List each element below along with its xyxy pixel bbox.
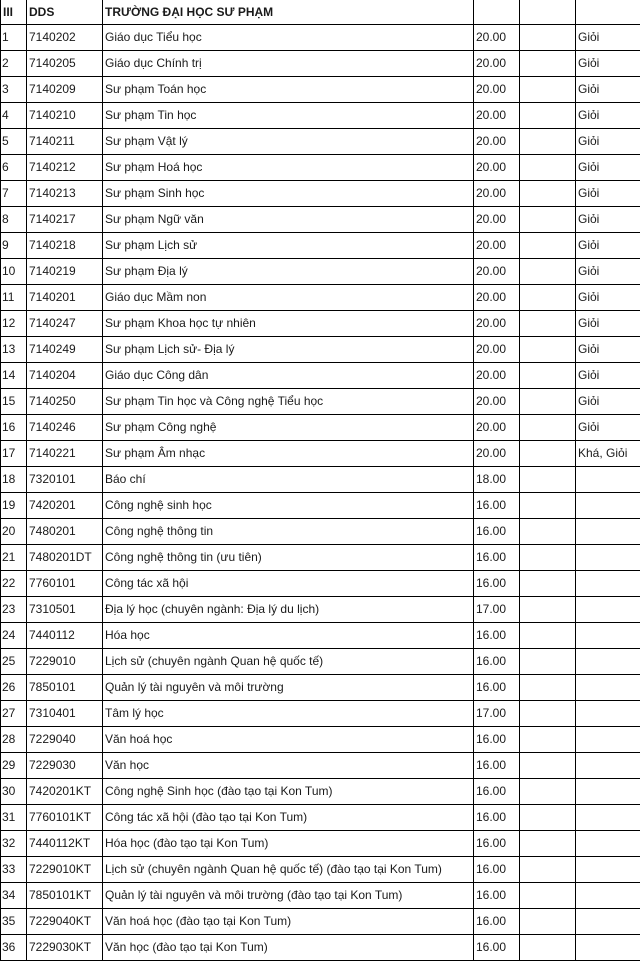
major-name: Công tác xã hội: [103, 571, 474, 597]
row-index: 33: [1, 857, 27, 883]
table-row: [1, 51, 640, 77]
blank-cell: [520, 493, 576, 519]
major-code: 7850101KT: [27, 883, 103, 909]
cutoff-score: 20.00: [474, 77, 520, 103]
header-university: TRƯỜNG ĐẠI HỌC SƯ PHẠM: [103, 0, 474, 25]
major-name: Giáo dục Chính trị: [103, 51, 474, 77]
academic-requirement: [576, 545, 640, 571]
major-name: Báo chí: [103, 467, 474, 493]
major-name: Sư phạm Vật lý: [103, 129, 474, 155]
blank-cell: [520, 831, 576, 857]
table-row: [1, 25, 640, 51]
blank-cell: [520, 467, 576, 493]
row-index: 13: [1, 337, 27, 363]
major-code: 7140247: [27, 311, 103, 337]
cutoff-score: 20.00: [474, 363, 520, 389]
major-name: Văn học: [103, 753, 474, 779]
blank-cell: [520, 805, 576, 831]
cutoff-score: 20.00: [474, 155, 520, 181]
cutoff-score: 16.00: [474, 649, 520, 675]
major-code: 7229030: [27, 753, 103, 779]
academic-requirement: [576, 727, 640, 753]
major-name: Công nghệ Sinh học (đào tạo tại Kon Tum): [103, 779, 474, 805]
table-row: [1, 259, 640, 285]
academic-requirement: Giỏi: [576, 129, 640, 155]
row-index: 25: [1, 649, 27, 675]
major-code: 7229040: [27, 727, 103, 753]
academic-requirement: Giỏi: [576, 337, 640, 363]
blank-cell: [520, 597, 576, 623]
table-row: [1, 805, 640, 831]
cutoff-score: 16.00: [474, 571, 520, 597]
row-index: 18: [1, 467, 27, 493]
cutoff-score: 20.00: [474, 415, 520, 441]
table-row: [1, 519, 640, 545]
major-code: 7760101: [27, 571, 103, 597]
blank-cell: [520, 857, 576, 883]
table-row: [1, 779, 640, 805]
row-index: 16: [1, 415, 27, 441]
major-name: Sư phạm Ngữ văn: [103, 207, 474, 233]
academic-requirement: Giỏi: [576, 363, 640, 389]
major-code: 7140202: [27, 25, 103, 51]
blank-cell: [520, 181, 576, 207]
blank-cell: [520, 753, 576, 779]
row-index: 26: [1, 675, 27, 701]
academic-requirement: [576, 623, 640, 649]
header-note: [576, 0, 640, 25]
academic-requirement: [576, 935, 640, 961]
major-name: Lịch sử (chuyên ngành Quan hệ quốc tế): [103, 649, 474, 675]
blank-cell: [520, 623, 576, 649]
major-code: 7140217: [27, 207, 103, 233]
table-row: [1, 415, 640, 441]
major-code: 7140221: [27, 441, 103, 467]
major-name: Công tác xã hội (đào tạo tại Kon Tum): [103, 805, 474, 831]
major-name: Sư phạm Hoá học: [103, 155, 474, 181]
cutoff-score: 20.00: [474, 285, 520, 311]
academic-requirement: Giỏi: [576, 51, 640, 77]
row-index: 32: [1, 831, 27, 857]
academic-requirement: Giỏi: [576, 181, 640, 207]
academic-requirement: [576, 493, 640, 519]
blank-cell: [520, 25, 576, 51]
major-code: 7310401: [27, 701, 103, 727]
blank-cell: [520, 103, 576, 129]
major-code: 7140218: [27, 233, 103, 259]
major-name: Sư phạm Toán học: [103, 77, 474, 103]
blank-cell: [520, 571, 576, 597]
major-name: Quản lý tài nguyên và môi trường (đào tạo tại Kon Tum): [103, 883, 474, 909]
table-row: [1, 675, 640, 701]
major-name: Giáo dục Tiểu học: [103, 25, 474, 51]
academic-requirement: Khá, Giỏi: [576, 441, 640, 467]
cutoff-score: 16.00: [474, 935, 520, 961]
table-row: [1, 753, 640, 779]
major-code: 7480201DT: [27, 545, 103, 571]
blank-cell: [520, 77, 576, 103]
major-name: Sư phạm Lịch sử- Địa lý: [103, 337, 474, 363]
table-row: [1, 77, 640, 103]
table-row: [1, 623, 640, 649]
row-index: 17: [1, 441, 27, 467]
major-name: Lịch sử (chuyên ngành Quan hệ quốc tế) (đào tạo tại Kon Tum): [103, 857, 474, 883]
major-name: Sư phạm Sinh học: [103, 181, 474, 207]
major-name: Công nghệ thông tin (ưu tiên): [103, 545, 474, 571]
blank-cell: [520, 259, 576, 285]
header-blank: [520, 0, 576, 25]
row-index: 4: [1, 103, 27, 129]
major-code: 7760101KT: [27, 805, 103, 831]
major-code: 7140219: [27, 259, 103, 285]
table-row: [1, 935, 640, 961]
cutoff-score: 16.00: [474, 493, 520, 519]
academic-requirement: [576, 701, 640, 727]
cutoff-score: 18.00: [474, 467, 520, 493]
blank-cell: [520, 311, 576, 337]
major-name: Sư phạm Tin học: [103, 103, 474, 129]
blank-cell: [520, 155, 576, 181]
cutoff-score: 16.00: [474, 753, 520, 779]
major-name: Hóa học: [103, 623, 474, 649]
blank-cell: [520, 285, 576, 311]
blank-cell: [520, 207, 576, 233]
table-row: [1, 831, 640, 857]
academic-requirement: [576, 831, 640, 857]
major-code: 7440112: [27, 623, 103, 649]
major-code: 7850101: [27, 675, 103, 701]
academic-requirement: [576, 675, 640, 701]
row-index: 7: [1, 181, 27, 207]
cutoff-score: 20.00: [474, 207, 520, 233]
row-index: 20: [1, 519, 27, 545]
row-index: 24: [1, 623, 27, 649]
cutoff-score: 16.00: [474, 623, 520, 649]
cutoff-score: 20.00: [474, 25, 520, 51]
major-code: 7440112KT: [27, 831, 103, 857]
row-index: 9: [1, 233, 27, 259]
major-code: 7140205: [27, 51, 103, 77]
cutoff-score: 16.00: [474, 779, 520, 805]
academic-requirement: [576, 883, 640, 909]
major-name: Văn hoá học: [103, 727, 474, 753]
major-code: 7140204: [27, 363, 103, 389]
cutoff-score: 16.00: [474, 545, 520, 571]
table-row: [1, 857, 640, 883]
table-row: [1, 389, 640, 415]
academic-requirement: Giỏi: [576, 155, 640, 181]
major-name: Giáo dục Công dân: [103, 363, 474, 389]
row-index: 30: [1, 779, 27, 805]
row-index: 31: [1, 805, 27, 831]
major-code: 7140211: [27, 129, 103, 155]
table-row: [1, 103, 640, 129]
row-index: 3: [1, 77, 27, 103]
major-code: 7140250: [27, 389, 103, 415]
academic-requirement: Giỏi: [576, 389, 640, 415]
major-name: Văn học (đào tạo tại Kon Tum): [103, 935, 474, 961]
row-index: 10: [1, 259, 27, 285]
table-row: [1, 597, 640, 623]
row-index: 23: [1, 597, 27, 623]
table-row: [1, 909, 640, 935]
major-code: 7140201: [27, 285, 103, 311]
cutoff-score: 20.00: [474, 311, 520, 337]
academic-requirement: Giỏi: [576, 285, 640, 311]
row-index: 28: [1, 727, 27, 753]
academic-requirement: Giỏi: [576, 233, 640, 259]
major-name: Sư phạm Địa lý: [103, 259, 474, 285]
academic-requirement: [576, 805, 640, 831]
cutoff-score: 20.00: [474, 129, 520, 155]
academic-requirement: [576, 467, 640, 493]
major-code: 7320101: [27, 467, 103, 493]
academic-requirement: Giỏi: [576, 77, 640, 103]
row-index: 11: [1, 285, 27, 311]
blank-cell: [520, 441, 576, 467]
major-code: 7229040KT: [27, 909, 103, 935]
academic-requirement: [576, 519, 640, 545]
major-name: Công nghệ thông tin: [103, 519, 474, 545]
blank-cell: [520, 51, 576, 77]
cutoff-score: 16.00: [474, 883, 520, 909]
major-name: Quản lý tài nguyên và môi trường: [103, 675, 474, 701]
row-index: 19: [1, 493, 27, 519]
cutoff-score: 17.00: [474, 597, 520, 623]
blank-cell: [520, 519, 576, 545]
cutoff-score: 20.00: [474, 389, 520, 415]
row-index: 1: [1, 25, 27, 51]
table-body: [1, 25, 640, 961]
major-code: 7229010KT: [27, 857, 103, 883]
table-row: [1, 129, 640, 155]
major-name: Giáo dục Mầm non: [103, 285, 474, 311]
major-name: Văn hoá học (đào tạo tại Kon Tum): [103, 909, 474, 935]
academic-requirement: [576, 779, 640, 805]
blank-cell: [520, 701, 576, 727]
table-row: [1, 649, 640, 675]
blank-cell: [520, 649, 576, 675]
row-index: 14: [1, 363, 27, 389]
table-row: [1, 233, 640, 259]
academic-requirement: Giỏi: [576, 415, 640, 441]
blank-cell: [520, 545, 576, 571]
blank-cell: [520, 935, 576, 961]
cutoff-score: 16.00: [474, 519, 520, 545]
table-row: [1, 467, 640, 493]
major-code: 7140210: [27, 103, 103, 129]
cutoff-score: 16.00: [474, 831, 520, 857]
cutoff-score: 20.00: [474, 233, 520, 259]
major-name: Sư phạm Tin học và Công nghệ Tiểu học: [103, 389, 474, 415]
major-code: 7480201: [27, 519, 103, 545]
major-name: Tâm lý học: [103, 701, 474, 727]
major-name: Sư phạm Công nghệ: [103, 415, 474, 441]
row-index: 15: [1, 389, 27, 415]
major-name: Sư phạm Âm nhạc: [103, 441, 474, 467]
table-row: [1, 701, 640, 727]
major-code: 7310501: [27, 597, 103, 623]
blank-cell: [520, 415, 576, 441]
cutoff-score: 17.00: [474, 701, 520, 727]
major-code: 7140249: [27, 337, 103, 363]
academic-requirement: [576, 753, 640, 779]
table-row: [1, 571, 640, 597]
major-code: 7140209: [27, 77, 103, 103]
major-code: 7420201: [27, 493, 103, 519]
academic-requirement: Giỏi: [576, 25, 640, 51]
row-index: 12: [1, 311, 27, 337]
blank-cell: [520, 389, 576, 415]
table-row: [1, 493, 640, 519]
row-index: 21: [1, 545, 27, 571]
blank-cell: [520, 883, 576, 909]
row-index: 2: [1, 51, 27, 77]
header-score: [474, 0, 520, 25]
row-index: 35: [1, 909, 27, 935]
table-row: [1, 727, 640, 753]
academic-requirement: [576, 597, 640, 623]
major-code: 7140212: [27, 155, 103, 181]
row-index: 22: [1, 571, 27, 597]
row-index: 29: [1, 753, 27, 779]
table-row: [1, 337, 640, 363]
cutoff-score: 20.00: [474, 103, 520, 129]
table-row: [1, 545, 640, 571]
cutoff-score: 20.00: [474, 441, 520, 467]
academic-requirement: Giỏi: [576, 207, 640, 233]
table-header-row: [1, 0, 640, 25]
cutoff-score: 20.00: [474, 337, 520, 363]
blank-cell: [520, 909, 576, 935]
blank-cell: [520, 779, 576, 805]
table-row: [1, 285, 640, 311]
academic-requirement: Giỏi: [576, 311, 640, 337]
blank-cell: [520, 727, 576, 753]
cutoff-score: 20.00: [474, 259, 520, 285]
major-code: 7140246: [27, 415, 103, 441]
cutoff-score: 16.00: [474, 675, 520, 701]
major-name: Địa lý học (chuyên ngành: Địa lý du lịch): [103, 597, 474, 623]
academic-requirement: [576, 857, 640, 883]
row-index: 34: [1, 883, 27, 909]
row-index: 5: [1, 129, 27, 155]
cutoff-score: 20.00: [474, 51, 520, 77]
row-index: 27: [1, 701, 27, 727]
table-row: [1, 207, 640, 233]
table-row: [1, 883, 640, 909]
blank-cell: [520, 363, 576, 389]
academic-requirement: Giỏi: [576, 103, 640, 129]
academic-requirement: [576, 909, 640, 935]
blank-cell: [520, 233, 576, 259]
major-name: Sư phạm Lịch sử: [103, 233, 474, 259]
blank-cell: [520, 337, 576, 363]
table-row: [1, 311, 640, 337]
table-row: [1, 181, 640, 207]
major-name: Hóa học (đào tạo tại Kon Tum): [103, 831, 474, 857]
cutoff-score: 16.00: [474, 805, 520, 831]
major-name: Công nghệ sinh học: [103, 493, 474, 519]
cutoff-score: 16.00: [474, 857, 520, 883]
blank-cell: [520, 675, 576, 701]
table-row: [1, 155, 640, 181]
major-code: 7420201KT: [27, 779, 103, 805]
academic-requirement: Giỏi: [576, 259, 640, 285]
blank-cell: [520, 129, 576, 155]
cutoff-score: 20.00: [474, 181, 520, 207]
cutoff-score: 16.00: [474, 909, 520, 935]
major-code: 7229010: [27, 649, 103, 675]
major-name: Sư phạm Khoa học tự nhiên: [103, 311, 474, 337]
major-code: 7140213: [27, 181, 103, 207]
table-row: [1, 363, 640, 389]
major-code: 7229030KT: [27, 935, 103, 961]
row-index: 8: [1, 207, 27, 233]
academic-requirement: [576, 571, 640, 597]
cutoff-score: 16.00: [474, 727, 520, 753]
row-index: 36: [1, 935, 27, 961]
table-row: [1, 441, 640, 467]
row-index: 6: [1, 155, 27, 181]
academic-requirement: [576, 649, 640, 675]
header-index: III: [1, 0, 27, 25]
header-code: DDS: [27, 0, 103, 25]
